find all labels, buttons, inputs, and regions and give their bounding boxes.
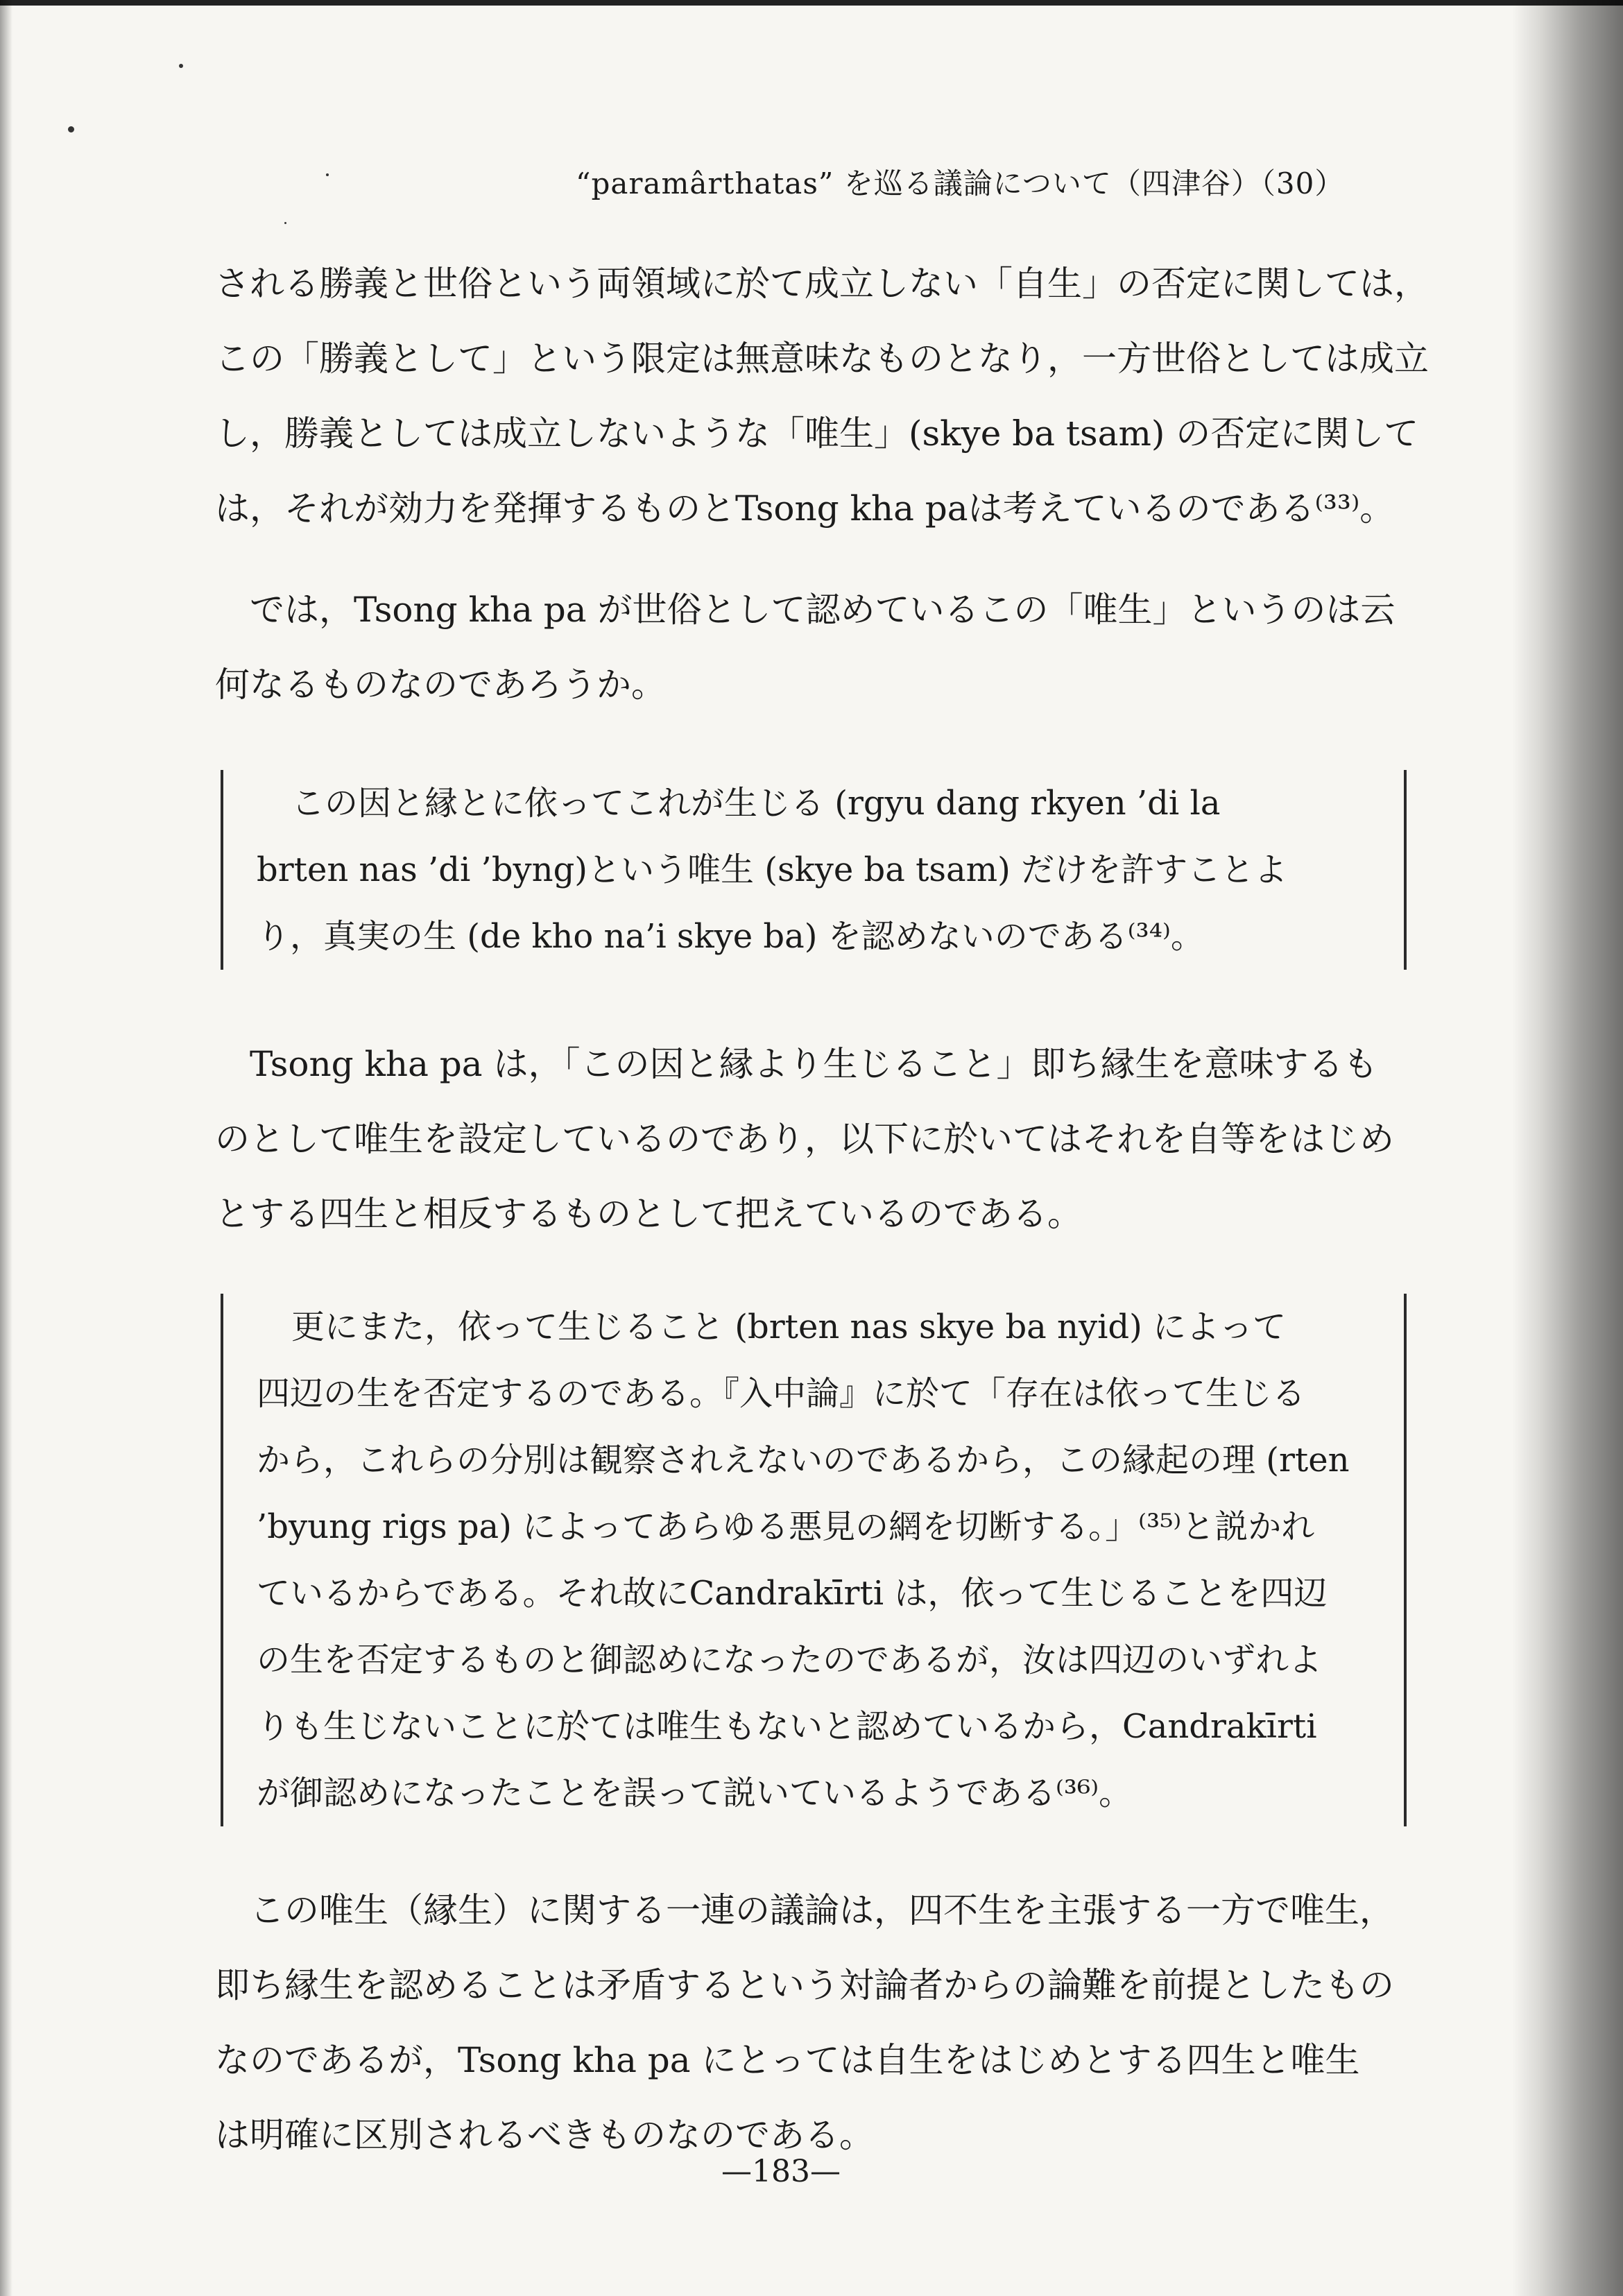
body-paragraph-3	[215, 1027, 1408, 1251]
scan-speck	[326, 173, 329, 176]
quote-line: 四辺の生を否定するのである。『入中論』に於て「存在は依って生じる	[257, 1374, 1306, 1413]
text-line: のとして唯生を設定しているのであり，以下に於いてはそれを自等をはじめ	[215, 1119, 1394, 1159]
text-line: とする四生と相反するものとして把えているのである。	[215, 1194, 1082, 1234]
quote-line: の生を否定するものと御認めになったのであるが，汝は四辺のいずれよ	[257, 1640, 1323, 1679]
text-line: この「勝義として」という限定は無意味なものとなり，一方世俗としては成立	[215, 339, 1429, 379]
page-number: —183—	[721, 2154, 841, 2189]
text-line: Tsong kha pa は，「この因と縁より生じること」即ち縁生を意味するも	[250, 1044, 1378, 1084]
text-line: は，それが効力を発揮するものとTsong kha paは考えているのである⁽³³⁾。	[215, 488, 1395, 529]
text-line: は明確に区別されるべきものなのである。	[215, 2115, 874, 2155]
text-line: この唯生（縁生）に関する一連の議論は，四不生を主張する一方で唯生，	[250, 1890, 1394, 1930]
text-line: なのであるが，Tsong kha pa にとっては自生をはじめとする四生と唯生	[215, 2040, 1360, 2080]
scan-speck	[179, 64, 183, 68]
body-paragraph-2	[215, 572, 1408, 722]
scan-right-shadow	[1512, 0, 1623, 2296]
quote-line: この因と縁とに依ってこれが生じる (rgyu dang rkyen ’di la	[291, 784, 1221, 823]
body-paragraph-1	[215, 246, 1429, 546]
scan-speck	[68, 126, 74, 132]
quote-line: りも生じないことに於ては唯生もないと認めているから，Candrakīrti	[257, 1707, 1317, 1746]
quote-line: から，これらの分別は観察されえないのであるから，この縁起の理 (rten	[257, 1441, 1350, 1480]
quote-line: ているからである。それ故にCandrakīrti は，依って生じることを四辺	[257, 1574, 1328, 1613]
running-head: “paramârthatas” を巡る議論について（四津谷）（30）	[576, 166, 1345, 200]
scan-top-edge	[0, 0, 1623, 6]
body-paragraph-4	[215, 1873, 1408, 2173]
text-line: 即ち縁生を認めることは矛盾するという対論者からの論難を前提としたもの	[215, 1965, 1394, 2005]
text-line: では，Tsong kha pa が世俗として認めているこの「唯生」というのは云	[250, 590, 1396, 630]
scan-speck	[284, 222, 286, 224]
text-line: し，勝義としては成立しないような「唯生」(skye ba tsam) の否定に関して	[215, 413, 1419, 454]
quote-line: ’byung rigs pa) によってあらゆる悪見の網を切断する。」⁽³⁵⁾と説かれ	[257, 1507, 1315, 1546]
quote-line: が御認めになったことを誤って説いているようである⁽³⁶⁾。	[257, 1774, 1133, 1813]
text-line: される勝義と世俗という両領域に於て成立しない「自生」の否定に関しては，	[215, 264, 1429, 304]
block-quote-2	[221, 1294, 1407, 1826]
block-quote-1	[221, 770, 1407, 970]
text-line: 何なるものなのであろうか。	[215, 665, 666, 705]
scan-left-shadow	[0, 0, 12, 2296]
quote-line: り，真実の生 (de kho na’i skye ba) を認めないのである⁽³⁴⁾。	[257, 917, 1204, 956]
quote-line: brten nas ’di ’byng)という唯生 (skye ba tsam) だけを許すことよ	[257, 850, 1288, 889]
quote-line: 更にまた，依って生じること (brten nas skye ba nyid) によって	[291, 1308, 1287, 1346]
